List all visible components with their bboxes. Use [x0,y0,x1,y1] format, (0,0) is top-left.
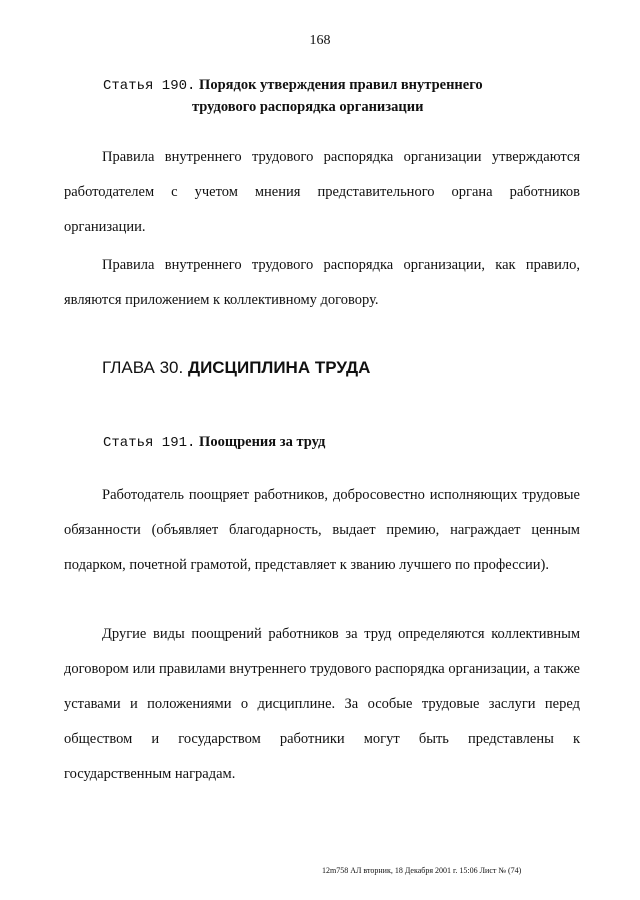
article-190-paragraph-2: Правила внутреннего трудового распорядка организации, как правило, являются приложением к коллективному договору. [64,257,580,308]
footer-stamp: 12m758 АЛ вторник, 18 Декабря 2001 г. 15:06 Лист № (74) [322,866,522,875]
chapter-label: ГЛАВА 30. [102,358,184,377]
article-191-label: Статья 191. [103,435,196,451]
article-190-title-line1: Порядок утверждения правил внутреннего [199,77,483,93]
article-190-paragraph-1: Правила внутреннего трудового распорядка организации утверждаются работодателем с учетом мнения представительного органа работников организации. [64,149,580,235]
article-190-label: Статья 190. [103,78,196,94]
article-191-paragraph-2: Другие виды поощрений работников за труд определяются коллективным договором или правилами внутреннего трудового распорядка организации, а также уставами и положениями о дисциплине. За особые трудовые заслуги перед обществом и государством работники могут быть представлены к государственным наградам. [64,626,580,782]
article-190-heading [103,75,483,118]
article-191-paragraph-1: Работодатель поощряет работников, добросовестно исполняющих трудовые обязанности (объявляет благодарность, выдает премию, награждает ценным подарком, почетной грамотой, представляет к званию лучшего по профессии). [64,487,580,573]
article-191-heading [103,432,325,454]
page-number: 168 [309,33,331,48]
article-190-title-line2: трудового распорядка организации [192,99,424,115]
chapter-heading [102,358,370,378]
chapter-title: ДИСЦИПЛИНА ТРУДА [187,358,371,377]
article-191-title: Поощрения за труд [199,434,326,450]
